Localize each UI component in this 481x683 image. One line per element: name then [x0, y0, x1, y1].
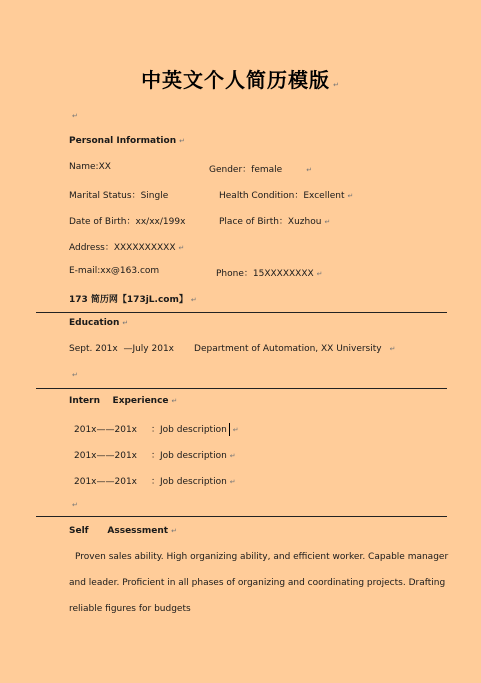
intern-description: ：Job description	[151, 477, 227, 487]
intern-item-3: 201x——201x ：Job description ↵	[74, 477, 236, 487]
name-field: Name:XX	[69, 162, 111, 172]
personal-info-heading: Personal Information ↵	[69, 136, 185, 146]
self-assessment-line-3: reliable figures for budgets	[69, 604, 191, 614]
intern-item-2: 201x——201x ：Job description ↵	[74, 451, 236, 461]
self-assessment-line-2: and leader. Proficient in all phases of organizing and coordinating projects. Drafting	[69, 578, 446, 588]
resume-title: 中英文个人简历模版 ↵	[141, 68, 340, 92]
section-divider	[36, 516, 447, 517]
intern-period: 201x——201x	[74, 477, 138, 487]
section-divider	[36, 312, 447, 313]
education-entry: Sept. 201x —July 201x Department of Automation, XX University ↵	[69, 344, 396, 354]
paragraph-mark: ↵	[72, 112, 78, 120]
address-field: Address：XXXXXXXXXX ↵	[69, 243, 185, 253]
website-line: 173 简历网【173jL.com】 ↵	[69, 295, 197, 305]
self-assessment-heading: Self Assessment ↵	[69, 526, 177, 536]
intern-description: ：Job description	[151, 425, 227, 435]
intern-period: 201x——201x	[74, 451, 138, 461]
intern-description: ：Job description	[151, 451, 227, 461]
paragraph-mark: ↵	[333, 81, 340, 89]
education-heading: Education ↵	[69, 318, 129, 328]
intern-experience-heading: Intern Experience ↵	[69, 396, 178, 406]
date-of-birth-field: Date of Birth：xx/xx/199x	[69, 217, 186, 227]
paragraph-mark: ↵	[72, 501, 78, 509]
intern-item-1: 201x——201x ：Job description ↵	[74, 425, 239, 435]
intern-period: 201x——201x	[74, 425, 138, 435]
text-cursor	[229, 423, 230, 436]
section-divider	[36, 388, 447, 389]
self-assessment-line-1: Proven sales ability. High organizing ability, and efficient worker. Capable manager	[75, 552, 449, 562]
paragraph-mark: ↵	[72, 371, 78, 379]
place-of-birth-field: Place of Birth：Xuzhou ↵	[219, 217, 331, 227]
health-condition-field: Health Condition：Excellent ↵	[219, 191, 354, 201]
gender-field: Gender：female ↵	[209, 165, 313, 175]
email-field: E-mail:xx@163.com	[69, 266, 160, 276]
phone-field: Phone：15XXXXXXXX ↵	[216, 269, 323, 279]
marital-status-field: Marital Status：Single	[69, 191, 169, 201]
